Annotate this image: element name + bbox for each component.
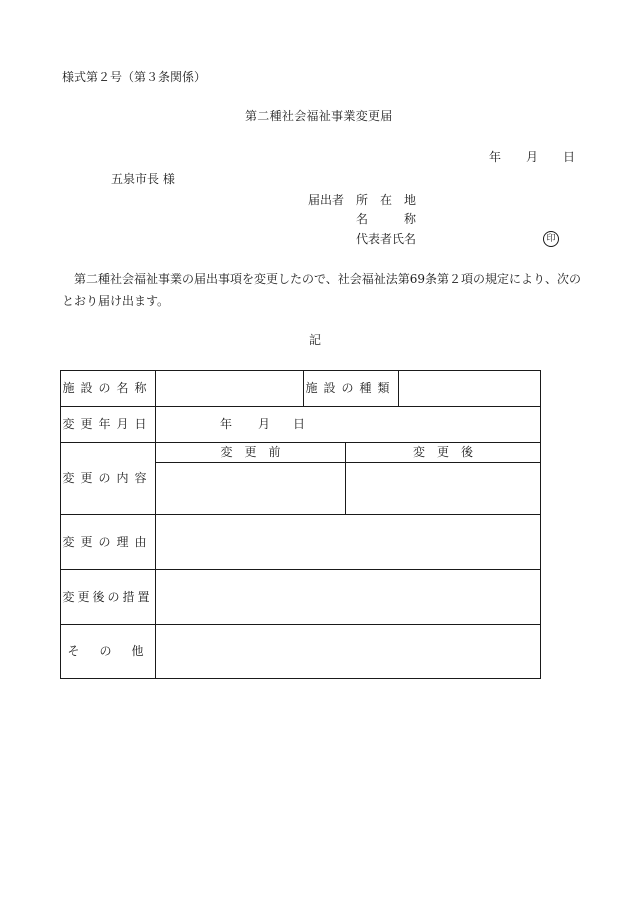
change-date-year: 年: [220, 417, 233, 431]
body-line-2: とおり届け出ます。: [62, 294, 170, 308]
date-year-label: 年: [489, 150, 502, 164]
body-line-1: 第二種社会福祉事業の届出事項を変更したので、社会福祉法第69条第２項の規定により、次の: [74, 272, 582, 286]
change-date-month: 月: [258, 417, 271, 431]
form-number: 様式第２号（第３条関係）: [62, 70, 207, 84]
addressee: 五泉市長 様: [111, 172, 175, 186]
facility-name-field[interactable]: [156, 371, 303, 406]
address-label: 所 在 地: [356, 193, 417, 207]
submitter-label: 届出者: [308, 193, 345, 207]
change-reason-label: 変更の理由: [62, 535, 153, 549]
other-field[interactable]: [156, 625, 540, 678]
ki-label: 記: [309, 333, 322, 347]
change-date-day: 日: [293, 417, 306, 431]
representative-label: 代表者氏名: [356, 232, 417, 246]
facility-type-label: 施設の種類: [305, 381, 396, 395]
date-day-label: 日: [563, 150, 576, 164]
other-label: そ の 他: [67, 644, 148, 658]
change-date-label: 変更年月日: [62, 417, 153, 431]
measures-label: 変更後の措置: [62, 590, 153, 604]
change-date-field[interactable]: [156, 407, 540, 442]
before-header: 変 更 前: [220, 445, 281, 459]
body-paragraph: [62, 268, 582, 312]
name-label: 名 称: [356, 212, 417, 226]
after-header: 変 更 後: [412, 445, 473, 459]
change-reason-field[interactable]: [156, 515, 540, 569]
seal-mark: 印: [543, 231, 559, 247]
before-field[interactable]: [156, 463, 345, 514]
change-form-table: [60, 370, 541, 679]
facility-name-label: 施設の名称: [62, 381, 153, 395]
after-field[interactable]: [346, 463, 540, 514]
change-content-label: 変更の内容: [62, 471, 153, 485]
page-title: 第二種社会福祉事業変更届: [245, 109, 393, 123]
date-month-label: 月: [526, 150, 539, 164]
facility-type-field[interactable]: [399, 371, 540, 406]
measures-field[interactable]: [156, 570, 540, 624]
